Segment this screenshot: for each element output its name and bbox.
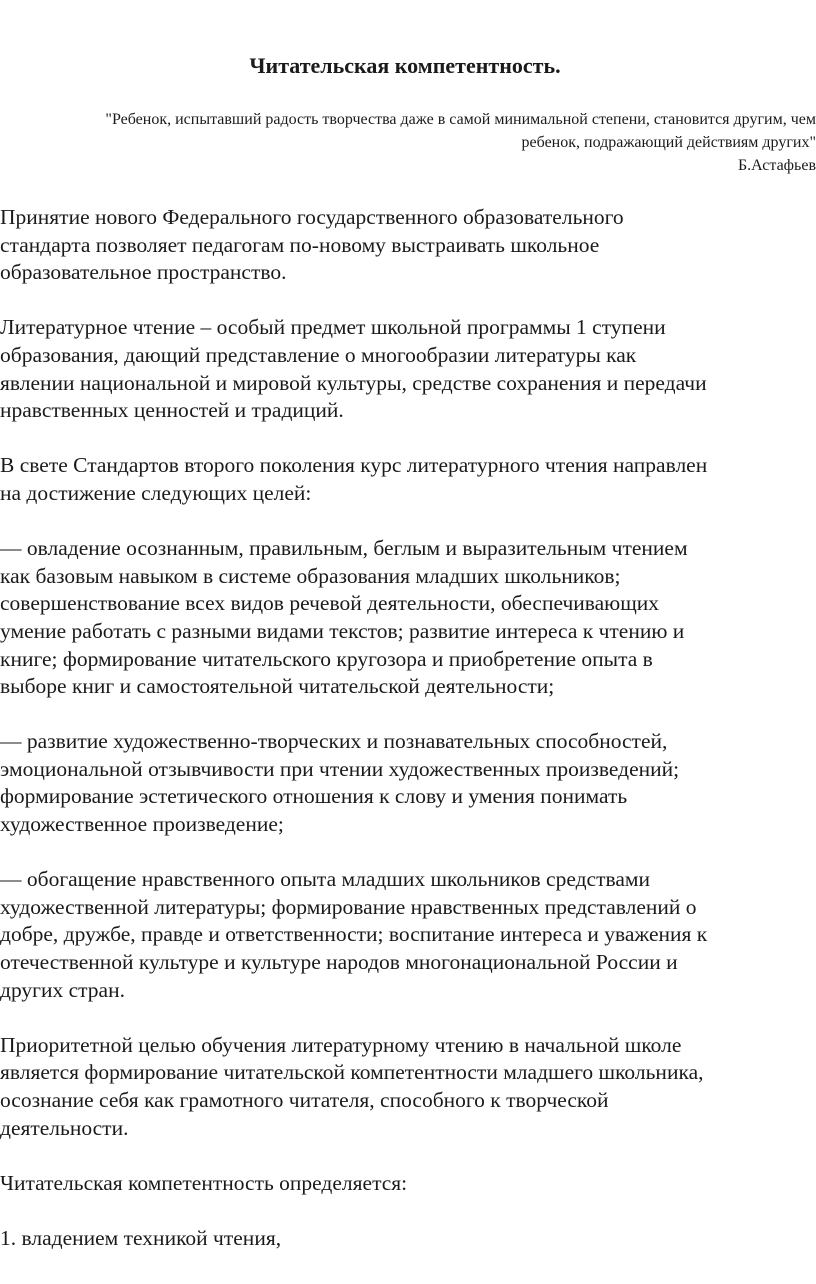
paragraph xyxy=(0,204,816,287)
paragraph-line: умение работать с разными видами текстов; развитие интереса к чтению и xyxy=(0,618,685,643)
paragraph-line: Читательская компетентность определяется: xyxy=(0,1170,408,1195)
paragraph xyxy=(0,314,816,424)
paragraph xyxy=(0,1225,816,1253)
paragraph xyxy=(0,535,816,701)
paragraph-line: — развитие художественно-творческих и познавательных способностей, xyxy=(0,729,668,754)
paragraph-line: осознание себя как грамотного читателя, способного к творческой xyxy=(0,1088,609,1112)
paragraph-line: выборе книг и самостоятельной читательской деятельности; xyxy=(0,674,555,699)
epigraph-line-2: ребенок, подражающий действиям других" xyxy=(521,134,816,151)
paragraph-line: В свете Стандартов второго поколения курс литературного чтения направлен xyxy=(0,453,708,478)
paragraph-line: художественное произведение; xyxy=(0,812,284,837)
paragraph-line: эмоциональной отзывчивости при чтении художественных произведений; xyxy=(0,756,680,781)
paragraph xyxy=(0,1170,816,1198)
paragraph-line: образования, дающий представление о многообразии литературы как xyxy=(0,342,637,367)
paragraph-line: как базовым навыком в системе образования младших школьников; xyxy=(0,563,621,588)
paragraph-line: Приоритетной целью обучения литературному чтению в начальной школе xyxy=(0,1032,682,1057)
paragraph-line: отечественной культуре и культуре народов многонациональной России и xyxy=(0,950,678,975)
paragraph xyxy=(0,866,816,1004)
paragraph xyxy=(0,728,816,838)
paragraph-line: является формирование читательской компетентности младшего школьника, xyxy=(0,1060,704,1085)
paragraph-line: деятельности. xyxy=(0,1115,129,1140)
document-body xyxy=(0,204,816,1280)
paragraph-line: Литературное чтение – особый предмет школьной программы 1 ступени xyxy=(0,315,666,340)
epigraph-line-1: "Ребенок, испытавший радость творчества даже в самой минимальной степени, становится другим, чем xyxy=(105,111,816,128)
paragraph-line: явлении национальной и мировой культуры, средстве сохранения и передачи xyxy=(0,370,707,395)
paragraph-line: стандарта позволяет педагогам по-новому выстраивать школьное xyxy=(0,232,600,257)
epigraph-author: Б.Астафьев xyxy=(737,157,816,174)
epigraph xyxy=(0,108,816,177)
paragraph-line: — обогащение нравственного опыта младших школьников средствами xyxy=(0,867,650,892)
paragraph-line: других стран. xyxy=(0,977,125,1002)
paragraph-line: 1. владением техникой чтения, xyxy=(0,1225,282,1250)
paragraph-line: нравственных ценностей и традиций. xyxy=(0,398,344,423)
paragraph-line: добре, дружбе, правде и ответственности; воспитание интереса и уважения к xyxy=(0,922,708,947)
document-title: Читательская компетентность. xyxy=(249,53,561,78)
paragraph-line: на достижение следующих целей: xyxy=(0,480,312,505)
paragraph-line: Принятие нового Федерального государственного образовательного xyxy=(0,205,624,229)
paragraph-line: совершенствование всех видов речевой деятельности, обеспечивающих xyxy=(0,591,660,616)
paragraph-line: книге; формирование читательского кругозора и приобретение опыта в xyxy=(0,646,653,671)
paragraph-line: — овладение осознанным, правильным, беглым и выразительным чтением xyxy=(0,536,688,561)
paragraph-line: художественной литературы; формирование нравственных представлений о xyxy=(0,894,697,919)
paragraph-line: образовательное пространство. xyxy=(0,260,287,285)
paragraph xyxy=(0,1032,816,1142)
paragraph xyxy=(0,452,816,507)
paragraph-line: формирование эстетического отношения к слову и умения понимать xyxy=(0,784,628,809)
